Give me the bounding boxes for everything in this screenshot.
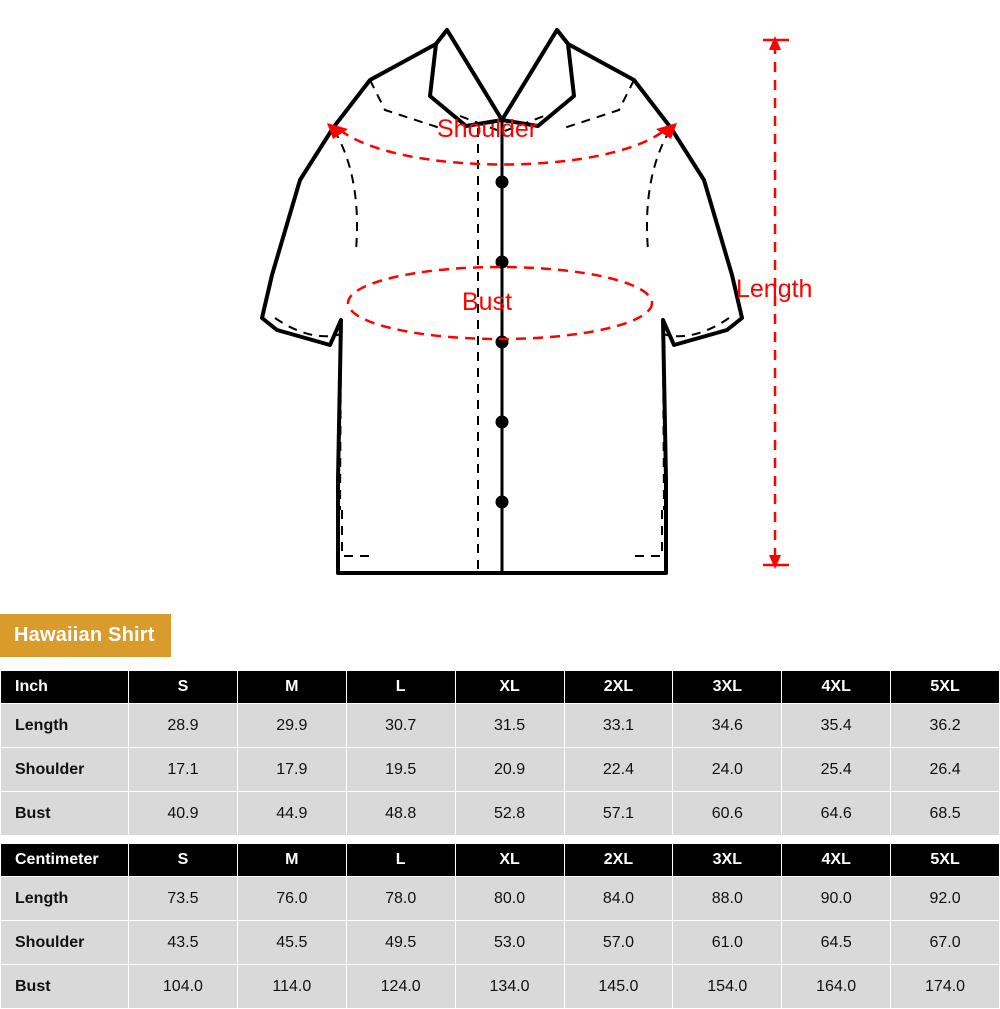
size-header-2xl: 2XL: [564, 671, 673, 704]
unit-header: Inch: [1, 671, 129, 704]
size-header-s: S: [129, 671, 238, 704]
cell: 76.0: [237, 877, 346, 921]
cell: 104.0: [129, 965, 238, 1009]
cell: 60.6: [673, 792, 782, 836]
table-row: [1, 748, 1000, 792]
size-header-5xl: 5XL: [891, 671, 1000, 704]
cell: 84.0: [564, 877, 673, 921]
size-header-2xl: 2XL: [564, 844, 673, 877]
cell: 67.0: [891, 921, 1000, 965]
cell: 36.2: [891, 704, 1000, 748]
row-label-length: Length: [1, 704, 129, 748]
inch-size-table: [0, 670, 1000, 836]
table-row: [1, 704, 1000, 748]
cell: 57.0: [564, 921, 673, 965]
row-label-shoulder: Shoulder: [1, 748, 129, 792]
cell: 73.5: [129, 877, 238, 921]
cell: 44.9: [237, 792, 346, 836]
cell: 26.4: [891, 748, 1000, 792]
inch-size-table-wrapper: [0, 670, 1000, 836]
cell: 33.1: [564, 704, 673, 748]
size-header-m: M: [237, 671, 346, 704]
cell: 24.0: [673, 748, 782, 792]
cell: 22.4: [564, 748, 673, 792]
cell: 78.0: [346, 877, 455, 921]
cell: 20.9: [455, 748, 564, 792]
cell: 43.5: [129, 921, 238, 965]
size-header-l: L: [346, 844, 455, 877]
size-header-xl: XL: [455, 844, 564, 877]
table-header-row: [1, 671, 1000, 704]
size-header-4xl: 4XL: [782, 844, 891, 877]
cell: 64.6: [782, 792, 891, 836]
cell: 174.0: [891, 965, 1000, 1009]
cell: 25.4: [782, 748, 891, 792]
cell: 92.0: [891, 877, 1000, 921]
cell: 40.9: [129, 792, 238, 836]
row-label-bust: Bust: [1, 965, 129, 1009]
table-row: [1, 921, 1000, 965]
table-header-row: [1, 844, 1000, 877]
row-label-shoulder: Shoulder: [1, 921, 129, 965]
cell: 48.8: [346, 792, 455, 836]
cell: 164.0: [782, 965, 891, 1009]
size-header-3xl: 3XL: [673, 844, 782, 877]
table-row: [1, 965, 1000, 1009]
cell: 30.7: [346, 704, 455, 748]
centimeter-size-table: [0, 843, 1000, 1009]
cell: 35.4: [782, 704, 891, 748]
cell: 17.9: [237, 748, 346, 792]
row-label-length: Length: [1, 877, 129, 921]
size-header-3xl: 3XL: [673, 671, 782, 704]
cell: 64.5: [782, 921, 891, 965]
cell: 134.0: [455, 965, 564, 1009]
cell: 124.0: [346, 965, 455, 1009]
cell: 49.5: [346, 921, 455, 965]
size-header-4xl: 4XL: [782, 671, 891, 704]
centimeter-size-table-wrapper: [0, 843, 1000, 1009]
size-header-l: L: [346, 671, 455, 704]
cell: 34.6: [673, 704, 782, 748]
size-header-5xl: 5XL: [891, 844, 1000, 877]
cell: 52.8: [455, 792, 564, 836]
shoulder-label: Shoulder: [437, 115, 538, 143]
bust-label: Bust: [462, 288, 513, 316]
table-row: [1, 792, 1000, 836]
cell: 114.0: [237, 965, 346, 1009]
product-title-banner: Hawaiian Shirt: [0, 614, 171, 657]
cell: 68.5: [891, 792, 1000, 836]
length-label: Length: [736, 275, 813, 303]
table-row: [1, 877, 1000, 921]
cell: 28.9: [129, 704, 238, 748]
cell: 90.0: [782, 877, 891, 921]
cell: 154.0: [673, 965, 782, 1009]
cell: 19.5: [346, 748, 455, 792]
cell: 31.5: [455, 704, 564, 748]
cell: 57.1: [564, 792, 673, 836]
size-header-s: S: [129, 844, 238, 877]
cell: 61.0: [673, 921, 782, 965]
unit-header: Centimeter: [1, 844, 129, 877]
cell: 29.9: [237, 704, 346, 748]
cell: 45.5: [237, 921, 346, 965]
size-header-m: M: [237, 844, 346, 877]
cell: 80.0: [455, 877, 564, 921]
size-header-xl: XL: [455, 671, 564, 704]
cell: 53.0: [455, 921, 564, 965]
cell: 145.0: [564, 965, 673, 1009]
cell: 17.1: [129, 748, 238, 792]
row-label-bust: Bust: [1, 792, 129, 836]
cell: 88.0: [673, 877, 782, 921]
